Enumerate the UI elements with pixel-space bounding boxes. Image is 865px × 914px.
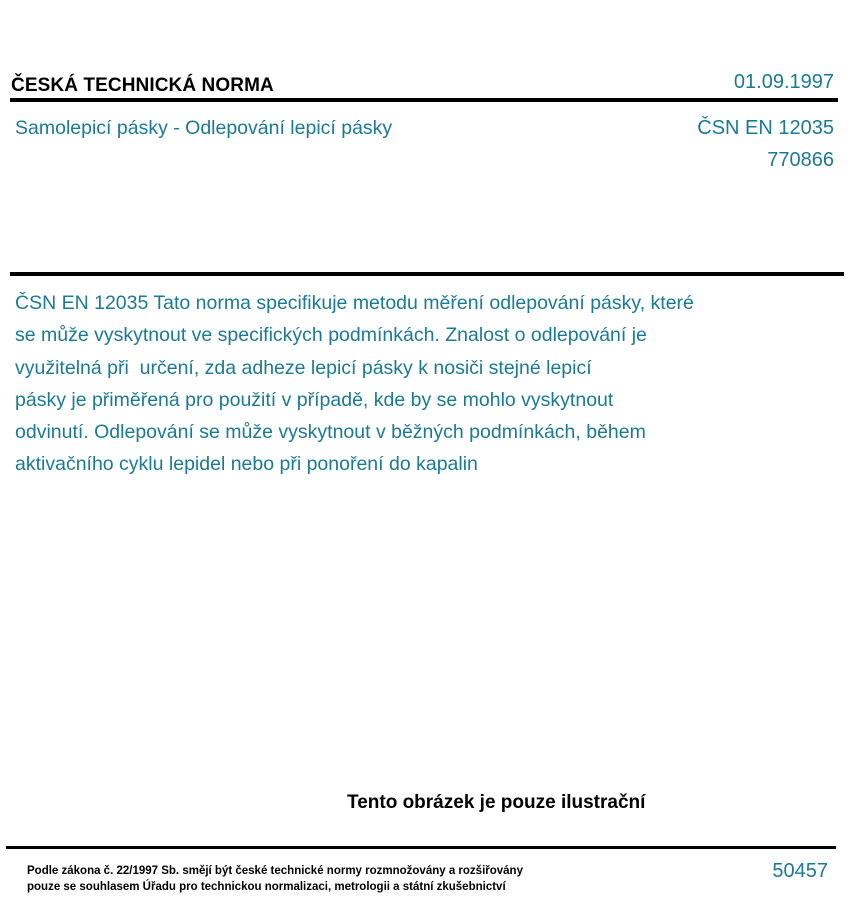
header-divider — [10, 98, 838, 102]
standard-code: ČSN EN 12035 — [697, 117, 834, 139]
catalog-number: 50457 — [772, 860, 828, 882]
legal-notice — [27, 863, 523, 895]
abstract-divider — [10, 272, 844, 276]
abstract-line: se může vyskytnout ve specifických podmínkách. Znalost o odlepování je — [15, 324, 647, 347]
abstract-line: odvinutí. Odlepování se může vyskytnout v běžných podmínkách, během — [15, 421, 646, 444]
footer-divider — [6, 846, 836, 849]
publication-date: 01.09.1997 — [733, 71, 834, 93]
abstract-line: využitelná při určení, zda adheze lepicí pásky k nosiči stejné lepicí — [15, 356, 592, 379]
legal-line: pouze se souhlasem Úřadu pro technickou normalizaci, metrologii a státní zkušebnictví — [27, 881, 506, 893]
standard-title: Samolepicí pásky - Odlepování lepicí pásky — [15, 117, 393, 139]
document-type-heading: ČESKÁ TECHNICKÁ NORMA — [11, 75, 274, 96]
abstract-line: aktivačního cyklu lepidel nebo při ponoření do kapalin — [15, 453, 478, 476]
abstract-line: pásky je přiměřená pro použití v případě, kde by se mohlo vyskytnout — [15, 388, 614, 411]
illustration-notice: Tento obrázek je pouze ilustrační — [347, 792, 646, 813]
abstract-text — [15, 287, 805, 481]
abstract-line: ČSN EN 12035 Tato norma specifikuje metodu měření odlepování pásky, které — [15, 292, 694, 314]
classification-number: 770866 — [767, 149, 834, 171]
legal-line: Podle zákona č. 22/1997 Sb. smějí být české technické normy rozmnožovány a rozšiřovány — [27, 865, 523, 877]
